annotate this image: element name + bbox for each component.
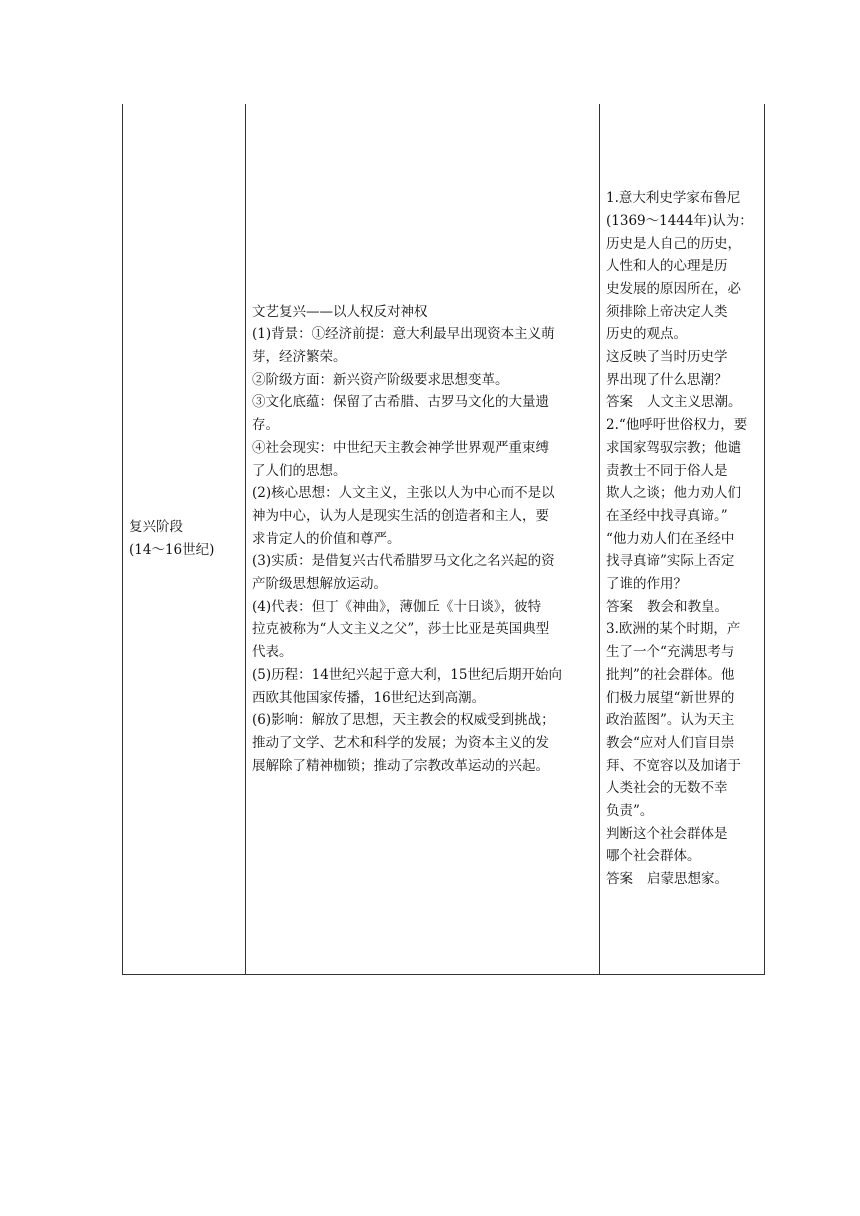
question-1-answer: 答案 人文主义思潮。	[606, 394, 742, 411]
question-line: 们极力展望“新世界的	[606, 689, 735, 706]
question-2-answer: 答案 教会和教皇。	[606, 598, 728, 615]
period-cell	[123, 104, 246, 975]
question-line: 求国家驾驭宗教；他谴	[606, 439, 741, 456]
content-line: (4)代表：但丁《神曲》，薄伽丘《十日谈》，彼特	[252, 598, 542, 615]
answer-tag: 答案	[606, 871, 633, 888]
question-line: 史发展的原因所在，必	[606, 280, 741, 297]
question-line: 了谁的作用？	[606, 576, 687, 593]
question-3-answer: 答案 启蒙思想家。	[606, 871, 728, 888]
questions-cell	[600, 104, 765, 975]
question-line: 这反映了当时历史学	[606, 349, 728, 366]
answer-tag: 答案	[606, 598, 633, 615]
answer-tag: 答案	[606, 394, 633, 411]
question-line: 欺人之谈；他力劝人们	[606, 485, 741, 502]
question-line: 负责”。	[606, 803, 654, 820]
question-line: 生了一个“充满思考与	[606, 644, 735, 661]
question-line: (1369～1444年)认为：	[606, 212, 753, 229]
question-line: 1.意大利史学家布鲁尼	[606, 190, 741, 207]
question-line: 人类社会的无数不幸	[606, 780, 728, 797]
question-3	[606, 618, 758, 868]
question-line: 教会“应对人们盲目崇	[606, 734, 735, 751]
content-line: (3)实质：是借复兴古代希腊罗马文化之名兴起的资	[252, 553, 555, 570]
question-line: 须排除上帝决定人类	[606, 303, 728, 320]
question-line: 2.“他呼吁世俗权力，要	[606, 417, 748, 434]
content-line: 神为中心，认为人是现实生活的创造者和主人，要	[252, 507, 549, 524]
question-line: 拜、不宽容以及加诸于	[606, 757, 741, 774]
content-line: 西欧其他国家传播，16世纪达到高潮。	[252, 689, 486, 706]
content-line: 推动了文学、艺术和科学的发展；为资本主义的发	[252, 734, 549, 751]
content-cell	[246, 104, 600, 975]
question-line: 3.欧洲的某个时期，产	[606, 621, 741, 638]
content-line: ②阶级方面：新兴资产阶级要求思想变革。	[252, 371, 509, 388]
history-table	[122, 104, 765, 975]
period-years: (14～16世纪)	[129, 542, 215, 558]
content-line: 展解除了精神枷锁；推动了宗教改革运动的兴起。	[252, 757, 549, 774]
question-line: 历史是人自己的历史，	[606, 235, 741, 252]
content-line: 拉克被称为“人文主义之父”，莎士比亚是英国典型	[252, 621, 550, 638]
question-2	[606, 414, 758, 596]
question-1	[606, 187, 758, 391]
content-title: 文艺复兴——以人权反对神权	[252, 303, 428, 320]
question-line: 界出现了什么思潮？	[606, 371, 728, 388]
period-name: 复兴阶段	[129, 519, 183, 536]
question-line: 找寻真谛”实际上否定	[606, 553, 735, 570]
content-line: ④社会现实：中世纪天主教会神学世界观严重束缚	[252, 439, 549, 456]
question-line: 在圣经中找寻真谛。”	[606, 507, 728, 524]
content-line: 代表。	[252, 644, 293, 661]
question-line: 批判”的社会群体。他	[606, 666, 735, 683]
content-line: 存。	[252, 417, 279, 434]
content-line: (1)背景：①经济前提：意大利最早出现资本主义萌	[252, 326, 555, 343]
content-line: (5)历程：14世纪兴起于意大利，15世纪后期开始向	[252, 666, 562, 683]
content-body	[252, 323, 593, 777]
question-line: 人性和人的心理是历	[606, 258, 728, 275]
content-line: 产阶级思想解放运动。	[252, 576, 387, 593]
content-line: (6)影响：解放了思想，天主教会的权威受到挑战；	[252, 712, 555, 729]
content-line: 芽，经济繁荣。	[252, 349, 347, 366]
content-line: (2)核心思想：人文主义，主张以人为中心而不是以	[252, 485, 555, 502]
question-line: 责教士不同于俗人是	[606, 462, 728, 479]
question-line: 政治蓝图”。认为天主	[606, 712, 735, 729]
question-line: 判断这个社会群体是	[606, 825, 728, 842]
question-line: 哪个社会群体。	[606, 848, 701, 865]
table-row	[123, 104, 765, 975]
question-line: “他力劝人们在圣经中	[606, 530, 735, 547]
question-line: 历史的观点。	[606, 326, 687, 343]
content-line: 求肯定人的价值和尊严。	[252, 530, 401, 547]
content-line: ③文化底蕴：保留了古希腊、古罗马文化的大量遗	[252, 394, 549, 411]
content-line: 了人们的思想。	[252, 462, 347, 479]
